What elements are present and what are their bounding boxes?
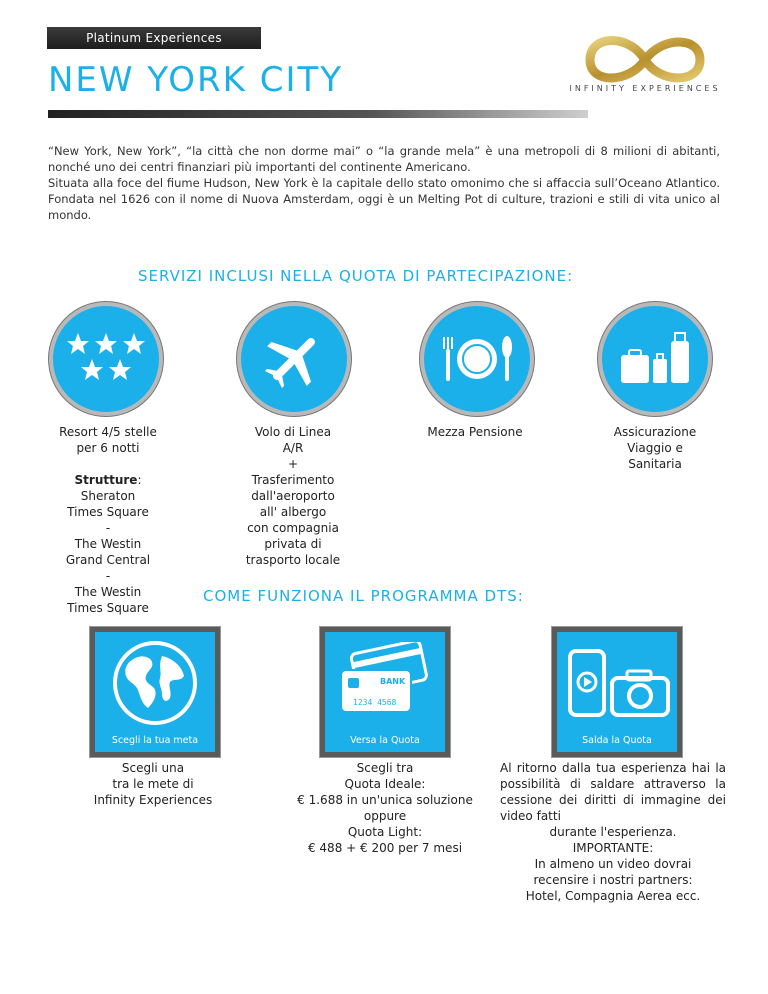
step-1-line: Scegli una [121, 761, 185, 775]
structure-item: Times Square [67, 601, 149, 615]
service-flight-line: con compagnia [247, 521, 339, 535]
step-3-paragraph: Al ritorno dalla tua esperienza hai la possibilità di saldare attraverso la cessione dei diritti di immagine dei video fatti [500, 761, 726, 823]
logo-wordmark: INFINITY EXPERIENCES [569, 84, 721, 93]
service-hotel-line: per 6 notti [76, 441, 140, 455]
step-3-label: Salda la Quota [582, 735, 652, 746]
structure-item: The Westin [74, 537, 142, 551]
card-number-label: 1234 4568 [353, 698, 397, 707]
step-1-text [78, 760, 228, 808]
intro-paragraph-2: Situata alla foce del fiume Hudson, New York è la capitale dello stato omonimo che si affaccia sull’Oceano Atlantico. Fondata nel 1626 con il nome di Nuova Amsterdam, oggi è un Melting Pot di culture, trazioni e stili di vita unico al mondo. [48, 176, 720, 222]
page-title: NEW YORK CITY [48, 60, 344, 100]
step-1-line: Infinity Experiences [93, 793, 213, 807]
stars-icon [66, 329, 146, 389]
title-underline [48, 110, 588, 118]
service-hotel-text [40, 424, 176, 616]
intro-paragraph-1: “New York, New York”, “la città che non dorme mai” o “la grande mela” è una metropoli di 8 milioni di abitanti, nonché uno dei centri finanziari più importanti del continente Americano. [48, 144, 720, 174]
step-3-line: Hotel, Compagnia Aerea ecc. [525, 889, 701, 903]
service-flight-line: all' albergo [259, 505, 327, 519]
structures-label: Strutture [74, 473, 138, 487]
services-title: SERVIZI INCLUSI NELLA QUOTA DI PARTECIPAZIONE: [138, 267, 574, 285]
step-2-line: oppure [363, 809, 407, 823]
service-flight-line: privata di [264, 537, 322, 551]
service-flight-line: dall'aeroporto [251, 489, 335, 503]
program-title: COME FUNZIONA IL PROGRAMMA DTS: [203, 587, 524, 605]
structure-separator: - [105, 521, 111, 535]
step-1-line: tra le mete di [112, 777, 194, 791]
globe-icon [110, 638, 200, 728]
step-3-text [500, 760, 726, 904]
card-bank-label: BANK [380, 677, 406, 686]
service-flight-line: trasporto locale [245, 553, 341, 567]
step-choose-destination-card [90, 627, 220, 757]
service-flight-line: Volo di Linea [254, 425, 332, 439]
airplane-icon [262, 327, 326, 391]
stars-icon-circle [49, 302, 163, 416]
service-flight-line: A/R [282, 441, 304, 455]
intro-text [48, 143, 720, 223]
plane-icon-circle [237, 302, 351, 416]
structure-item: Grand Central [65, 553, 151, 567]
luggage-icon-circle [598, 302, 712, 416]
step-2-line: Quota Ideale: [344, 777, 426, 791]
plate-cutlery-icon [437, 331, 517, 387]
structures-heading: Strutture: [74, 473, 142, 487]
camera-icon [609, 668, 671, 718]
service-flight-line: Trasferimento [251, 473, 335, 487]
step-3-line: In almeno un video dovrai [534, 857, 692, 871]
service-meals-line: Mezza Pensione [427, 425, 523, 439]
step-3-line: IMPORTANTE: [572, 841, 654, 855]
step-pay-quota-card [320, 627, 450, 757]
service-insurance-text [590, 424, 720, 472]
step-2-line: € 1.688 in un'unica soluzione [297, 793, 473, 807]
step-2-line: Scegli tra [356, 761, 414, 775]
structure-item: Times Square [67, 505, 149, 519]
step-3-line: durante l'esperienza. [549, 825, 677, 839]
service-hotel-line: Resort 4/5 stelle [59, 425, 157, 439]
step-settle-quota-card [552, 627, 682, 757]
structure-item: The Westin [74, 585, 142, 599]
service-insurance-line: Viaggio e [627, 441, 683, 455]
step-2-line: Quota Light: [347, 825, 423, 839]
structure-separator: - [105, 569, 111, 583]
plate-icon-circle [420, 302, 534, 416]
luggage-icon [619, 329, 691, 389]
phone-video-icon [567, 648, 607, 718]
step-2-text [290, 760, 480, 856]
service-insurance-line: Sanitaria [628, 457, 682, 471]
service-flight-text [225, 424, 361, 568]
step-2-line: € 488 + € 200 per 7 mesi [307, 841, 463, 855]
step-3-line: recensire i nostri partners: [533, 873, 693, 887]
category-tag: Platinum Experiences [47, 27, 261, 49]
service-flight-line: + [287, 457, 299, 471]
service-insurance-line: Assicurazione [613, 425, 697, 439]
step-2-label: Versa la Quota [350, 735, 420, 746]
structure-item: Sheraton [80, 489, 136, 503]
step-1-label: Scegli la tua meta [111, 735, 199, 746]
service-meals-text [405, 424, 545, 440]
